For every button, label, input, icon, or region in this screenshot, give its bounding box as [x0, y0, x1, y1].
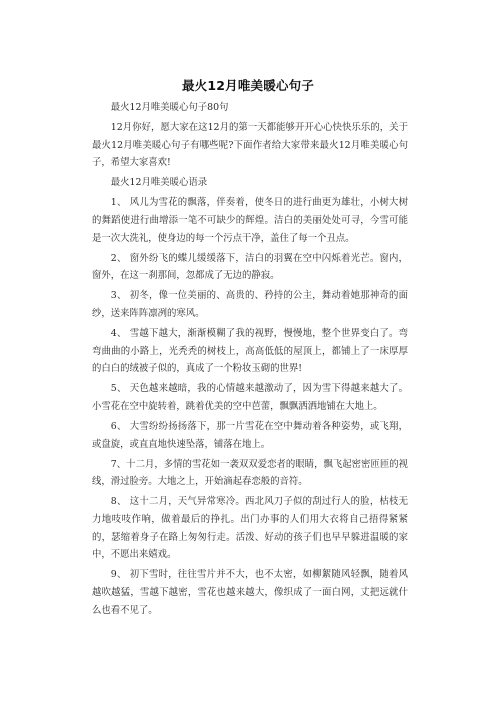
section-heading: 最火12月唯美暖心语录 [110, 177, 208, 189]
subtitle-paragraph: 最火12月唯美暖心句子80句 [110, 102, 229, 113]
quote-item-5: 5、 天色越来越暗，我的心情越来越激动了，因为雪下得越来越大了。小雪花在空中旋转着，跳着优美的空中芭蕾，飘飘洒洒地铺在大地上。 [92, 383, 408, 412]
quote-item-3: 3、 初冬，像一位美丽的、高贵的、矜持的公主，舞动着她那神奇的面纱，送来阵阵凛冽的寒风。 [92, 290, 408, 320]
quote-item-7: 7、十二月，多情的雪花如一袭双双爱恋者的眼睛，飘飞起密密匝匝的视线，滑过脸旁。大地之上，开始滴起春恋般的音符。 [92, 458, 408, 488]
quote-item-1: 1、 风儿为雪花的飘落，伴奏着，使冬日的进行曲更为雄壮，小树大树的舞蹈使进行曲增添一笔不可缺少的辉煌。洁白的美丽处处可寻，今雪可能是一次大洗礼，使身边的每一个污点干净，盖住了每一个丑点。 [92, 197, 408, 244]
quote-item-6: 6、 大雪纷纷扬扬落下，那一片雪花在空中舞动着各种姿势，或飞翔，或盘旋，或直直地快速坠落，铺落在地上。 [92, 421, 408, 450]
quote-item-9: 9、 初下雪时，往往雪片并不大，也不太密，如柳絮随风轻飘，随着风越吹越猛，雪越下越密，雪花也越来越大，像织成了一面白网，丈把远就什么也看不见了。 [92, 569, 408, 616]
quote-item-4: 4、 雪越下越大，渐渐模糊了我的视野，慢慢地，整个世界变白了。弯弯曲曲的小路上，光秃秃的树枝上，高高低低的屋顶上，都铺上了一床厚厚的白白的绒被子似的，真成了一个粉妆玉砌的世界! [92, 328, 408, 375]
quote-item-2: 2、 窗外纷飞的蝶儿缓缓落下，洁白的羽翼在空中闪烁着光芒。窗内，窗外，在这一刹那间，忽都成了无边的静寂。 [92, 252, 408, 282]
intro-paragraph: 12月你好，愿大家在这12月的第一天都能够开开心心快快乐乐的，关于最火12月唯美暖心句子有哪些呢?下面作者给大家带来最火12月唯美暖心句子，希望大家喜欢! [92, 122, 408, 169]
page-title: 最火12月唯美暖心句子 [181, 78, 315, 93]
quote-item-8: 8、 这十二月，天气异常寒冷。西北风刀子似的刮过行人的脸，枯枝无力地吱吱作响，做着最后的挣扎。出门办事的人们用大衣将自己捂得紧紧的，瑟缩着身子在路上匆匆行走。活泼、好动的孩子们也早早躲进温暖的家中，不愿出来嬉戏。 [92, 496, 408, 561]
document-body [92, 99, 408, 622]
